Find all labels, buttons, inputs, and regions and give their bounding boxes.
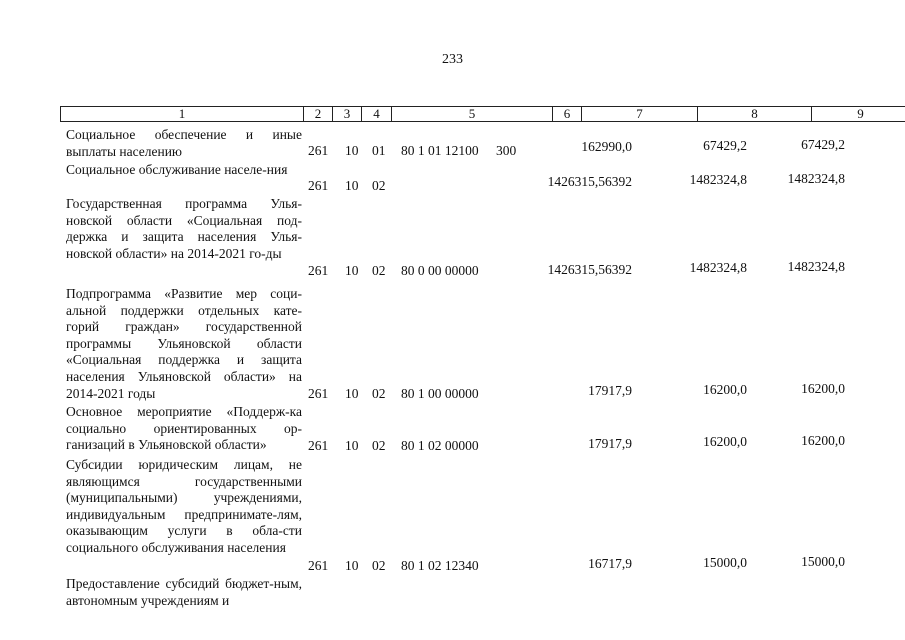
row-code-5: 80 1 02 00000 [401, 438, 479, 453]
row-description: Социальное обслуживание населе-ния [66, 162, 288, 177]
row-code-3: 10 [345, 558, 359, 573]
row-value-7: 1426315,56392 [547, 174, 632, 189]
header-col-8: 8 [697, 106, 811, 122]
header-col-3: 3 [332, 106, 361, 122]
row-code-3: 10 [345, 178, 359, 193]
row-value-8: 16200,0 [703, 434, 747, 449]
row-value-8: 1482324,8 [689, 260, 747, 275]
row-code-4: 02 [372, 386, 386, 401]
row-value-9: 1482324,8 [787, 171, 845, 186]
row-code-3: 10 [345, 143, 359, 158]
row-code-5: 80 1 01 12100 [401, 143, 479, 158]
row-code-2: 261 [308, 386, 329, 401]
row-value-7: 17917,9 [588, 383, 632, 398]
row-value-9: 16200,0 [801, 381, 845, 396]
header-col-9: 9 [811, 106, 905, 122]
row-value-9: 1482324,8 [787, 259, 845, 274]
header-col-1: 1 [60, 106, 303, 122]
row-value-7: 162990,0 [581, 139, 632, 154]
row-code-3: 10 [345, 386, 359, 401]
row-code-2: 261 [308, 143, 329, 158]
row-value-8: 1482324,8 [689, 172, 747, 187]
row-code-4: 01 [372, 143, 386, 158]
row-description: Социальное обеспечение и иные выплаты населению [66, 127, 302, 159]
row-code-4: 02 [372, 263, 386, 278]
row-code-2: 261 [308, 263, 329, 278]
row-description: Подпрограмма «Развитие мер соци-альной поддержки отдельных кате-горий граждан» государственной программы Ульяновской области «Социальная поддержка и защита населения Ульяновской области» на 2014-2021 годы [66, 286, 302, 401]
header-col-2: 2 [303, 106, 332, 122]
row-code-2: 261 [308, 178, 329, 193]
row-code-2: 261 [308, 558, 329, 573]
header-col-6: 6 [552, 106, 581, 122]
row-description: Государственная программа Улья-новской области «Социальная под-держка и защита населения Улья-новской области» на 2014-2021 го-ды [66, 196, 302, 261]
row-value-8: 67429,2 [703, 138, 747, 153]
row-value-9: 15000,0 [801, 554, 845, 569]
row-description: Субсидии юридическим лицам, не являющимся государственными (муниципальными) учреждениями, индивидуальным предпринимате-лям, оказывающим услуги в обла-сти социального обслуживания населения [66, 457, 302, 555]
row-description: Основное мероприятие «Поддерж-ка социально ориентированных ор-ганизаций в Ульяновской области» [66, 404, 302, 453]
row-code-6: 300 [496, 143, 517, 158]
header-col-4: 4 [361, 106, 391, 122]
row-code-5: 80 0 00 00000 [401, 263, 479, 278]
row-value-8: 16200,0 [703, 382, 747, 397]
row-code-4: 02 [372, 438, 386, 453]
row-code-3: 10 [345, 263, 359, 278]
row-value-8: 15000,0 [703, 555, 747, 570]
row-value-9: 16200,0 [801, 433, 845, 448]
table-header-row [60, 106, 864, 122]
header-col-7: 7 [581, 106, 697, 122]
row-code-5: 80 1 00 00000 [401, 386, 479, 401]
row-code-4: 02 [372, 178, 386, 193]
header-col-5: 5 [391, 106, 552, 122]
row-code-4: 02 [372, 558, 386, 573]
page-number: 233 [442, 52, 463, 67]
row-value-9: 67429,2 [801, 137, 845, 152]
row-code-3: 10 [345, 438, 359, 453]
row-value-7: 1426315,56392 [547, 262, 632, 277]
row-code-5: 80 1 02 12340 [401, 558, 479, 573]
row-value-7: 16717,9 [588, 556, 632, 571]
row-code-2: 261 [308, 438, 329, 453]
row-description: Предоставление субсидий бюджет-ным, автономным учреждениям и [66, 576, 302, 608]
row-value-7: 17917,9 [588, 436, 632, 451]
